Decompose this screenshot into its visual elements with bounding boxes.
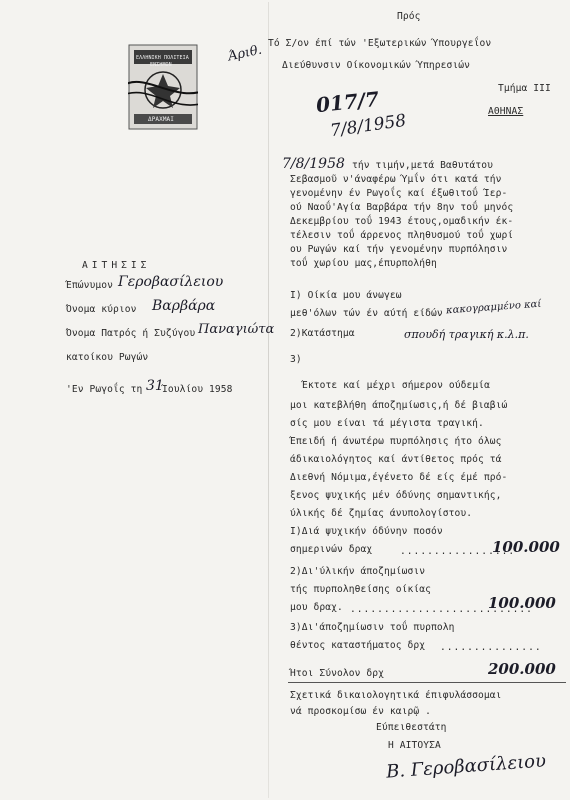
body-intro: τήν τιμήν,μετά Βαθυτάτου: [352, 160, 494, 171]
claim-line: σίς μου είναι τά μέγιστα τραγική.: [290, 418, 484, 429]
header-to: Πρός: [397, 11, 421, 22]
handwritten-total: 200.000: [488, 660, 556, 678]
handwritten-date-day: 31: [146, 378, 164, 394]
stamp-top-text: ΕΛΛΗΝΙΚΗ ΠΟΛΙΤΕΙΑ: [136, 55, 189, 61]
claim-line: μοι κατεβλήθη άποζημίωσις,ή δέ βιαβιώ: [290, 400, 508, 411]
handwritten-amount-psychic: 100.000: [492, 538, 560, 556]
body-line: Σεβασμοῦ ν'άναφέρω Ύμΐν ότι κατά τήν: [290, 174, 502, 185]
total-divider: [288, 682, 566, 683]
date-suffix: Ίουλίου 1958: [162, 384, 233, 395]
body-line: τέλεσιν τοΰ άρρενος πληθυσμού τοΰ χωρί: [290, 230, 514, 241]
application-title: ΑΙΤΗΣΙΣ: [82, 260, 151, 271]
stamp-mid-text: ΕΝΣΗΜΟΝ: [150, 62, 172, 68]
paper-fold-line: [268, 2, 269, 798]
dotted-leader: ...............: [440, 642, 542, 653]
claim-item2-currency: μου δραχ.: [290, 602, 343, 613]
item-house: Ι) Οίκία μου άνωγεω: [290, 290, 402, 301]
body-line: ού Ναοΰ'Αγία Βαρβάρα τήν 8ην τοΰ μηνός: [290, 202, 514, 213]
body-line: τοΰ χωρίου μας,έπυρπολήθη: [290, 258, 437, 269]
closing-line-documents: Σχετικά δικαιολογητικά έπιφυλάσσομαι: [290, 690, 502, 701]
claim-item3-currency: θέντος καταστήματος δρχ: [290, 640, 426, 651]
handwritten-spouse-name: Παναγιώτα: [198, 322, 275, 337]
stamp-bottom-text: ΔΡΑΧΜΑΙ: [148, 116, 174, 123]
body-line: ου Ρωγών καί τήν γενομένην πυρπόλησιν: [290, 244, 508, 255]
handwritten-intro-mark: 7/8/1958: [282, 156, 345, 172]
body-line: Δεκεμβρίου τοΰ 1943 έτους,ομαδικήν έκ-: [290, 216, 514, 227]
handwritten-house-note: κακογραμμένο καί: [445, 298, 542, 317]
signer-title: Η ΑΙΤΟΥΣΑ: [388, 740, 441, 751]
closing-respectfully: Εύπειθεστάτη: [376, 722, 447, 733]
claim-item1-currency: σημερινών δραχ: [290, 544, 373, 555]
surname-label: Έπώνυμον: [66, 280, 114, 291]
handwritten-shop-note: σπουδή τραγική κ.λ.π.: [404, 328, 529, 341]
handwritten-amount-house: 100.000: [488, 594, 556, 612]
handwritten-corner-mark: Άριθ.: [226, 42, 264, 65]
dotted-leader: ...........................: [350, 604, 533, 615]
item-three: 3): [290, 354, 302, 365]
header-city: ΑΘΗΝΑΣ: [488, 106, 524, 117]
claim-item1-label: Ι)Διά ψυχικήν όδύνην ποσόν: [290, 526, 443, 537]
residence-label: κατοίκου Ρωγών: [66, 352, 149, 363]
claim-item3-label: 3)Δι'άποζημίωσιν τοΰ πυρπολη: [290, 622, 455, 633]
header-line-ministry: Τό Σ/ον έπί τών 'Εξωτερικών Ύπουργεΐον: [268, 38, 492, 49]
handwritten-protocol-number: 017/7: [314, 86, 381, 118]
header-line-directorate: Διεύθυνσιν Οίκονομικών Ύπηρεσιών: [282, 60, 471, 71]
first-name-label: Όνομα κύριον: [66, 304, 137, 315]
date-prefix: 'Εν Ρωγοΐς τη: [66, 384, 143, 395]
handwritten-first-name: Βαρβάρα: [152, 298, 216, 314]
father-spouse-label: Όνομα Πατρός ή Συζύγου: [66, 328, 196, 339]
claim-line: ύλικής δέ ζημίας άνυπολογίστου.: [290, 508, 473, 519]
item-house-contents: μεθ'όλων τών έν αύτή είδών: [290, 308, 443, 319]
header-line-department: Τμήμα ΙΙΙ: [498, 83, 551, 94]
claim-line: άδικαιολόγητος καί άντίθετος πρός τά: [290, 454, 502, 465]
claim-item2-house: τής πυρποληθείσης οίκίας: [290, 584, 432, 595]
handwritten-signature: Β. Γεροβασίλειου: [385, 750, 547, 783]
item-shop: 2)Κατάστημα: [290, 328, 355, 339]
body-line: γενομένην έν Ρωγοΐς καί έξωθιτοΰ Ίερ-: [290, 188, 508, 199]
closing-line-submit: νά προσκομίσω έν καιρῷ .: [290, 706, 432, 717]
handwritten-protocol-date: 7/8/1958: [328, 110, 408, 142]
claim-line: ξενος ψυχικής μέν όδύνης σημαντικής,: [290, 490, 502, 501]
dotted-leader: .................: [400, 546, 516, 557]
handwritten-surname: Γεροβασίλειου: [118, 274, 224, 290]
claim-item2-label: 2)Δι'ύλικήν άποζημίωσιν: [290, 566, 426, 577]
claim-line: Έπειδή ή άνωτέρω πυρπόλησις ήτο όλως: [290, 436, 502, 447]
claim-line: Έκτοτε καί μέχρι σήμερον ούδεμία: [302, 380, 491, 391]
claim-line: Διεθνή Νόμιμα,έγένετο δέ είς έμέ πρό-: [290, 472, 508, 483]
total-label: Ήτοι Σύνολον δρχ: [290, 668, 385, 679]
